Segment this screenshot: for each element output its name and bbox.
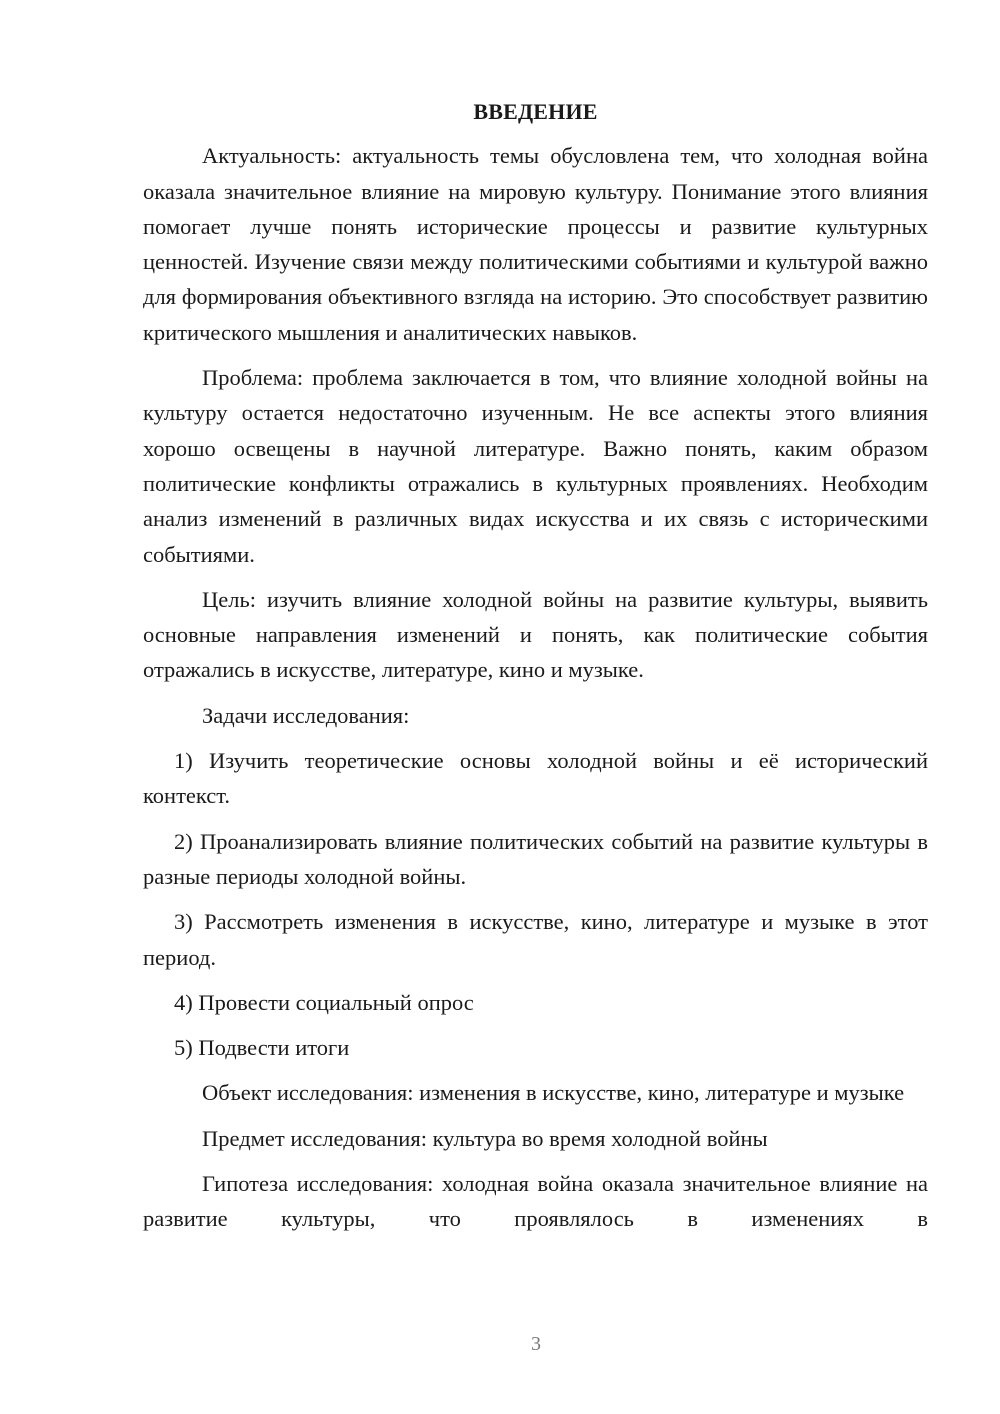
tasks-heading: Задачи исследования: [202, 702, 410, 728]
hypothesis-paragraph: Гипотеза исследования: холодная война оказала значительное влияние на развитие культуры, что проявлялось в изменениях в [143, 1171, 928, 1232]
relevance-paragraph: Актуальность: актуальность темы обусловлена тем, что холодная война оказала значительное влияние на мировую культуру. Понимание этого влияния помогает лучше понять исторические процессы и развитие культурных ценностей. Изучение связи между политическими событиями и культурой важно для формирования объективного взгляда на историю. Это способствует развитию критического мышления и аналитических навыков. [143, 143, 928, 345]
problem-paragraph: Проблема: проблема заключается в том, что влияние холодной войны на культуру остается недостаточно изученным. Не все аспекты этого влияния хорошо освещены в научной литературе. Важно понять, каким образом политические конфликты отражались в культурных проявлениях. Необходим анализ изменений в различных видах искусства и их связь с историческими событиями. [143, 365, 928, 567]
object-paragraph: Объект исследования: изменения в искусстве, кино, литературе и музыке [202, 1080, 905, 1106]
task-item-2: 2) Проанализировать влияние политических событий на развитие культуры в разные периоды холодной войны. [143, 828, 928, 889]
page-content [143, 94, 928, 1247]
goal-paragraph: Цель: изучить влияние холодной войны на развитие культуры, выявить основные направления изменений и понять, как политические события отражались в искусстве, литературе, кино и музыке. [143, 586, 928, 683]
page-number: 3 [531, 1333, 541, 1355]
task-item-4: 4) Провести социальный опрос [174, 989, 474, 1015]
task-item-3: 3) Рассмотреть изменения в искусстве, кино, литературе и музыке в этот период. [143, 909, 928, 970]
task-item-1: 1) Изучить теоретические основы холодной войны и её исторический контекст. [143, 748, 928, 809]
section-title: ВВЕДЕНИЕ [473, 99, 598, 124]
subject-paragraph: Предмет исследования: культура во время холодной войны [202, 1125, 768, 1151]
task-item-5: 5) Подвести итоги [174, 1035, 350, 1061]
